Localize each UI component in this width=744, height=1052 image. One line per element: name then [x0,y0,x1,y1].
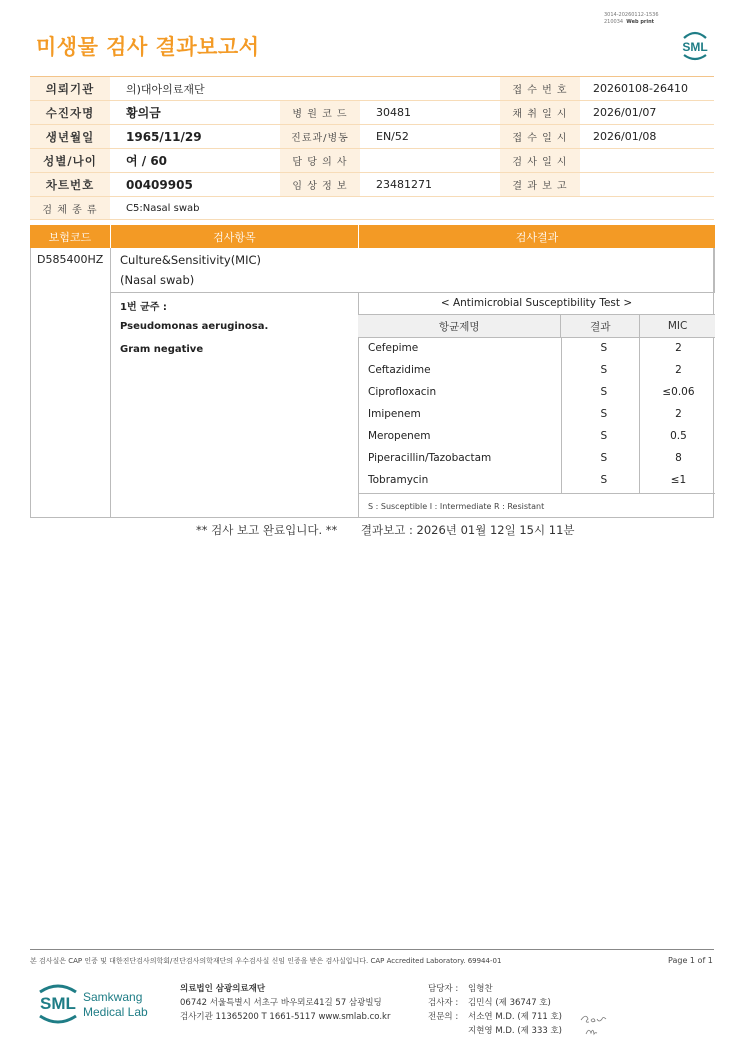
sml-logo-text: SML [682,40,708,54]
company-address: 06742 서울특별시 서초구 바우뫼로41길 57 삼광빌딩 [180,998,382,1008]
info-row [30,173,714,197]
ast-column-header [358,314,715,338]
drug-mic: 2 [675,342,682,354]
staff-name: 김민식 (제 36747 호) [468,998,551,1008]
test-specimen: (Nasal swab) [120,273,195,287]
label-requesting-institution: 의뢰기관 [30,77,110,100]
table-row [358,381,715,403]
print-meta [604,12,659,26]
company-info [180,982,390,1024]
drug-name: Ciprofloxacin [368,386,437,398]
drug-result: S [600,364,608,376]
staff-row [428,996,562,1010]
label-chart-number: 차트번호 [30,173,110,196]
gram-stain: Gram negative [120,344,204,355]
drug-result: S [600,408,608,420]
table-row [358,337,715,359]
drug-result: S [600,474,608,486]
drug-name: Tobramycin [368,474,429,486]
value-clinical-info: 23481271 [376,178,432,191]
staff-row [428,1010,562,1024]
ast-title: < Antimicrobial Susceptibility Test > [440,296,633,309]
table-row [358,447,715,469]
label-hospital-code: 병 원 코 드 [280,101,360,124]
value-physician [376,149,496,172]
label-patient-name: 수진자명 [30,101,110,124]
ast-panel [358,292,715,517]
drug-name: Ceftazidime [368,364,431,376]
value-accession-number: 20260108-26410 [593,82,688,95]
label-result-report: 결 과 보 고 [500,173,580,196]
divider [110,248,111,517]
info-row [30,149,714,173]
label-department: 진료과/병동 [280,125,360,148]
col-mic: MIC [639,315,715,337]
value-result-report [593,173,713,196]
label-collection-date: 채 취 일 시 [500,101,580,124]
drug-name: Piperacillin/Tazobactam [368,452,492,464]
completion-message: ** 검사 보고 완료입니다. ** [196,523,338,537]
drug-result: S [600,342,608,354]
drug-result: S [600,452,608,464]
value-hospital-code: 30481 [376,106,411,119]
sml-logo [676,26,714,64]
company-name: 의료법인 삼광의료재단 [180,984,266,994]
accreditation-note: 본 검사실은 CAP 인증 및 대한진단검사의학회/진단검사의학재단의 우수검사실 신임 인증을 받은 검사실입니다. CAP Accredited Laboratory. 69944-01 [30,957,502,965]
insurance-code: D585400HZ [37,253,104,266]
col-result: 결과 [560,315,639,337]
value-department: EN/52 [376,130,409,143]
drug-mic: 8 [675,452,682,464]
drug-result: S [600,430,608,442]
results-table [30,225,714,518]
organism-name: Pseudomonas aeruginosa. [120,321,269,332]
value-requesting-institution: 의)대아의료재단 [126,82,205,96]
page-number: Page 1 of 1 [668,956,713,965]
report-time: 결과보고 : 2026년 01월 12일 15시 11분 [360,523,575,537]
staff-role: 검사자 : [428,998,459,1008]
drug-mic: 0.5 [670,430,687,442]
staff-role: 전문의 : [428,1012,459,1022]
isolate-label: 1번 균주 : [120,302,167,313]
value-sex-age: 여 / 60 [126,154,168,168]
value-collection-date: 2026/01/07 [593,106,657,119]
ast-legend: S : Susceptible I : Intermediate R : Resistant [368,502,545,511]
info-row [30,101,714,125]
table-row [358,425,715,447]
header-test-result: 검사결과 [358,225,715,248]
drug-mic: ≤1 [670,474,687,486]
drug-mic: ≤0.06 [662,386,695,398]
label-sex-age: 성별/나이 [30,149,110,172]
header-insurance-code: 보험코드 [48,230,92,244]
staff-name: 서소연 M.D. (제 711 호) [468,1012,563,1022]
signature [578,1010,608,1040]
samkwang-logo-brand: SML [40,994,76,1013]
drug-name: Imipenem [368,408,421,420]
completion-line [196,522,595,538]
divider [714,248,715,293]
info-row [30,77,714,101]
print-meta-line1: 3014-20260112-1536 [604,12,659,18]
divider [358,493,715,494]
value-chart-number: 00409905 [126,177,193,192]
label-accession-number: 접 수 번 호 [500,77,580,100]
patient-info-table [30,76,714,220]
value-test-date [593,149,713,172]
print-meta-line2: 210034 [604,19,624,25]
staff-role: 담당자 : [428,984,459,994]
label-physician: 담 당 의 사 [280,149,360,172]
drug-mic: 2 [675,408,682,420]
drug-name: Meropenem [368,430,431,442]
value-specimen-type: C5:Nasal swab [126,202,200,214]
report-title: 미생물 검사 결과보고서 [36,35,260,59]
col-drug: 항균제명 [438,320,480,333]
header-test-item: 검사항목 [110,225,358,248]
samkwang-logo-line1: Samkwang [83,990,143,1004]
table-row [358,359,715,381]
label-birth-date: 생년월일 [30,125,110,148]
label-specimen-type: 검 체 종 류 [30,197,110,219]
staff-row [428,982,562,996]
info-row [30,197,714,220]
label-clinical-info: 임 상 정 보 [280,173,360,196]
drug-result: S [600,386,608,398]
drug-name: Cefepime [368,342,419,354]
test-name: Culture&Sensitivity(MIC) [120,253,262,267]
value-receipt-date: 2026/01/08 [593,130,657,143]
table-row [358,403,715,425]
staff-row [428,1024,562,1038]
footer-divider [30,949,714,950]
company-contact: 검사기관 11365200 T 1661-5117 www.smlab.co.kr [180,1012,391,1022]
value-patient-name: 황의금 [126,106,161,120]
value-birth-date: 1965/11/29 [126,129,202,144]
samkwang-logo-line2: Medical Lab [83,1005,148,1019]
drug-mic: 2 [675,364,682,376]
print-meta-tag: Web print [626,19,655,25]
table-row [358,469,715,491]
label-receipt-date: 접 수 일 시 [500,125,580,148]
label-test-date: 검 사 일 시 [500,149,580,172]
staff-list [428,982,562,1038]
info-row [30,125,714,149]
staff-name: 임형찬 [468,984,493,994]
samkwang-logo [36,978,166,1028]
staff-name: 지현영 M.D. (제 333 호) [468,1026,563,1036]
results-header [30,225,715,248]
